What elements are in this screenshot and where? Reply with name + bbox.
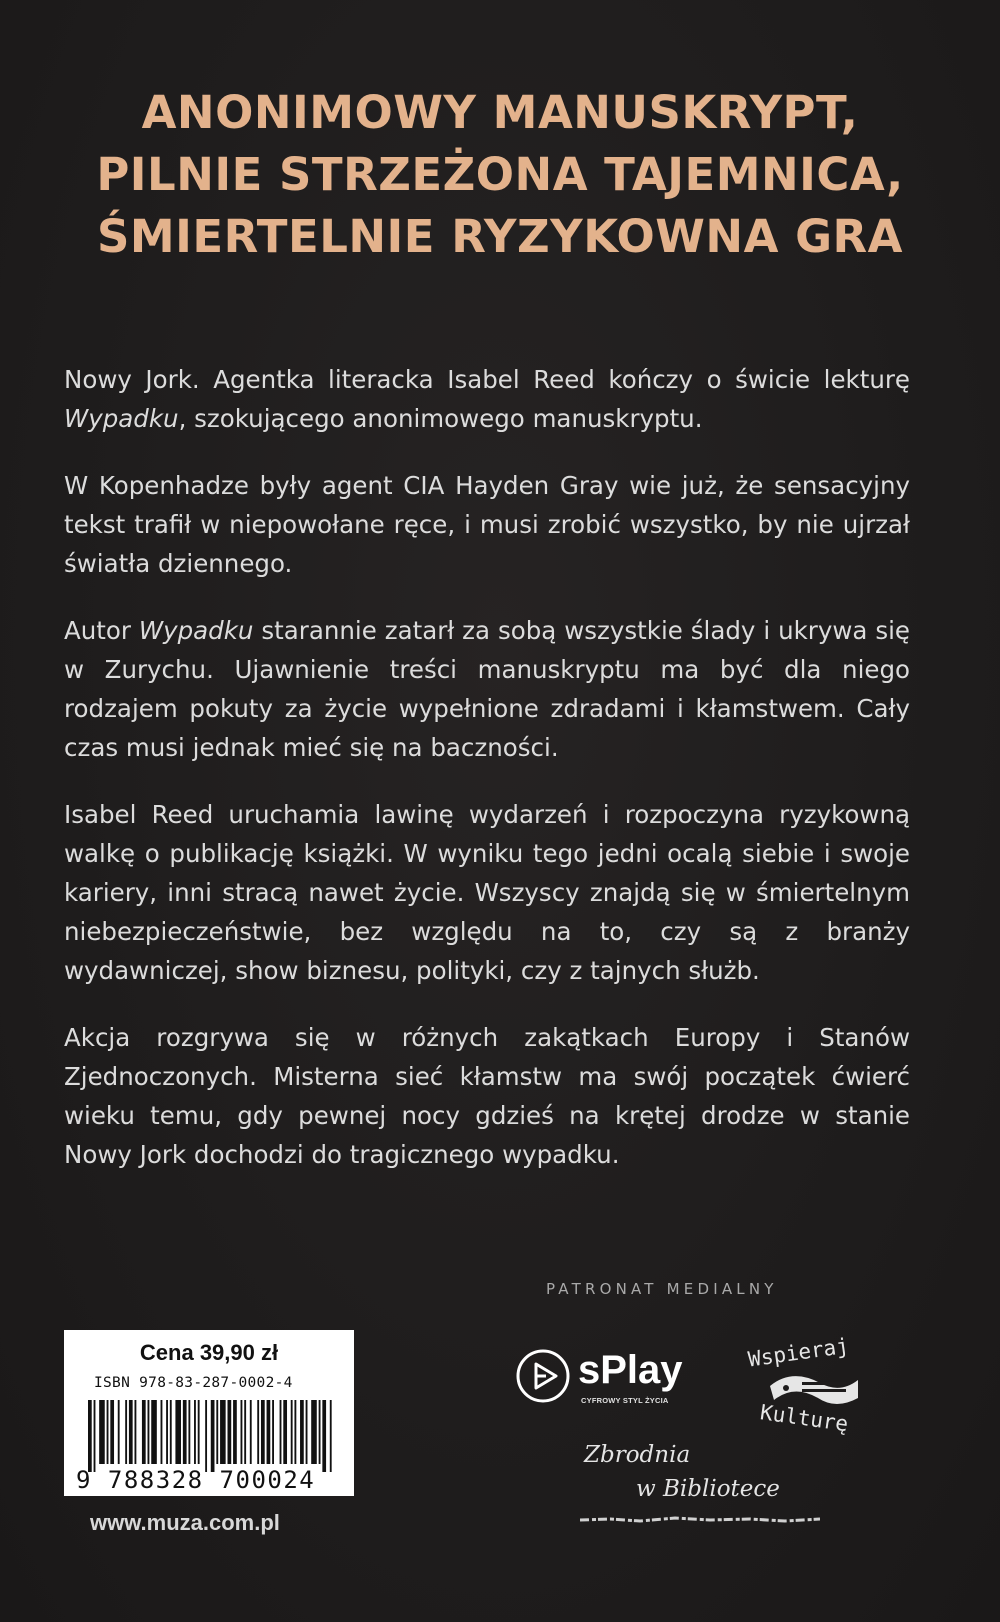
barcode-bar — [294, 1400, 296, 1464]
barcode-bar — [311, 1400, 317, 1464]
barcode-bar — [267, 1400, 271, 1464]
barcode-bar — [228, 1400, 232, 1464]
svg-text:Wspieraj: Wspieraj — [746, 1333, 851, 1372]
barcode-bar — [142, 1400, 146, 1464]
barcode-bar — [94, 1400, 96, 1472]
blurb-text: , szokującego anonimowego manuskryptu. — [178, 404, 703, 433]
barcode-bar — [129, 1400, 133, 1464]
barcode-bar — [216, 1400, 218, 1464]
barcode-bar — [205, 1400, 207, 1472]
barcode-bar — [107, 1400, 109, 1464]
barcode-bar — [99, 1400, 105, 1464]
barcode-bar — [194, 1400, 196, 1464]
splay-tagline: CYFROWY STYL ŻYCIA — [581, 1396, 669, 1405]
blurb-paragraph-4: Isabel Reed uruchamia lawinę wydarzeń i rozpoczyna ryzykowną walkę o publikację książki. W wyniku tego jedni ocalą siebie i swoje kariery, inni stracą nawet życie. Wszyscy znajdą się w śmiertelnym niebezpieczeństwie, bez względu na to, czy są z branży wydawniczej, show biznesu, polityki, czy z tajnych służb. — [64, 800, 910, 985]
blurb-paragraph-2: W Kopenhadze były agent CIA Hayden Gray wie już, że sensacyjny tekst trafił w niepowołane ręce, i musi zrobić wszystko, by nie ujrzał światła dziennego. — [64, 471, 910, 578]
blurb-text: starannie zatarł za sobą wszystkie ślady i ukrywa się w Zurychu. Ujawnienie treści manuskryptu ma być dla niego rodzajem pokuty za życie wypełnione zdradami i kłamstwem. Cały czas musi jednak mieć się na baczności. — [64, 616, 910, 762]
splay-logo — [514, 1346, 704, 1406]
barcode-bar — [280, 1400, 282, 1464]
barcode-bar — [241, 1400, 243, 1464]
barcode-bar — [244, 1400, 246, 1464]
blurb-paragraph-5: Akcja rozgrywa się w różnych zakątkach Europy i Stanów Zjednoczonych. Misterna sieć kłamstw ma swój początek ćwierć wieku temu, gdy pewnej nocy gdzieś na krętej drodze w stanie Nowy Jork dochodzi do tragicznego wypadku. — [64, 1023, 910, 1169]
headline — [0, 82, 1000, 268]
blurb-text: Autor — [64, 616, 139, 645]
blurb-text: Nowy Jork. Agentka literacka Isabel Reed kończy o świcie lekturę — [64, 365, 910, 394]
blurb-paragraph-3 — [64, 611, 910, 767]
barcode-bar — [135, 1400, 137, 1464]
barcode-digits: 9 788328 700024 — [76, 1466, 316, 1494]
svg-text:Kulturę: Kulturę — [758, 1400, 850, 1437]
barcode-bar — [300, 1400, 304, 1464]
price-barcode-sticker — [64, 1330, 354, 1496]
barcode-bar — [198, 1400, 200, 1464]
barcode-bar — [188, 1400, 190, 1464]
barcode-bar — [291, 1400, 293, 1464]
barcode-bar — [183, 1400, 187, 1464]
barcode-bar — [220, 1400, 226, 1464]
publisher-website[interactable]: www.muza.com.pl — [90, 1510, 280, 1535]
barcode-bar — [250, 1400, 252, 1464]
barcode — [84, 1400, 334, 1472]
barcode-bar — [166, 1400, 168, 1464]
isbn-label: ISBN 978-83-287-0002-4 — [94, 1375, 293, 1391]
headline-line-1: ANONIMOWY MANUSKRYPT, — [141, 86, 859, 139]
barcode-bar — [233, 1400, 237, 1464]
barcode-bar — [283, 1400, 287, 1464]
headline-line-3: ŚMIERTELNIE RYZYKOWNA GRA — [96, 210, 904, 263]
wspieraj-kulture-emblem — [740, 1328, 890, 1438]
barcode-bar — [322, 1400, 326, 1472]
barcode-bar — [161, 1400, 163, 1464]
fish-book-icon — [770, 1376, 858, 1404]
book-title-italic: Wypadku — [138, 616, 254, 645]
barcode-bar — [175, 1400, 181, 1464]
barcode-bar — [319, 1400, 321, 1464]
barcode-bar — [118, 1400, 120, 1464]
zbrodnia-w-bibliotece-logo — [580, 1438, 820, 1528]
barcode-bar — [211, 1400, 215, 1472]
ink-stroke-decoration — [580, 1514, 820, 1524]
blurb-paragraph-1 — [64, 360, 910, 438]
barcode-bar — [110, 1400, 114, 1464]
barcode-bar — [306, 1400, 308, 1464]
splay-wordmark: sPlay — [578, 1348, 683, 1392]
zbrodnia-line-2: w Bibliotece — [636, 1476, 780, 1502]
zbrodnia-line-1: Zbrodnia — [584, 1442, 691, 1468]
media-patronage-label: PATRONAT MEDIALNY — [546, 1280, 778, 1298]
book-title-italic: Wypadku — [64, 404, 179, 433]
barcode-bar — [272, 1400, 274, 1464]
wspieraj-kulture-logo — [740, 1328, 890, 1438]
barcode-bar — [330, 1400, 332, 1472]
barcode-bar — [151, 1400, 157, 1464]
headline-line-2: PILNIE STRZEŻONA TAJEMNICA, — [96, 148, 904, 201]
barcode-bar — [125, 1400, 127, 1464]
barcode-bar — [261, 1400, 265, 1464]
blurb — [64, 360, 910, 1202]
barcode-bar — [148, 1400, 150, 1464]
price-label: Cena 39,90 zł — [139, 1340, 279, 1365]
splay-play-icon — [514, 1346, 574, 1406]
barcode-bar — [257, 1400, 259, 1464]
barcode-bar — [170, 1400, 172, 1464]
barcode-bar — [88, 1400, 92, 1472]
